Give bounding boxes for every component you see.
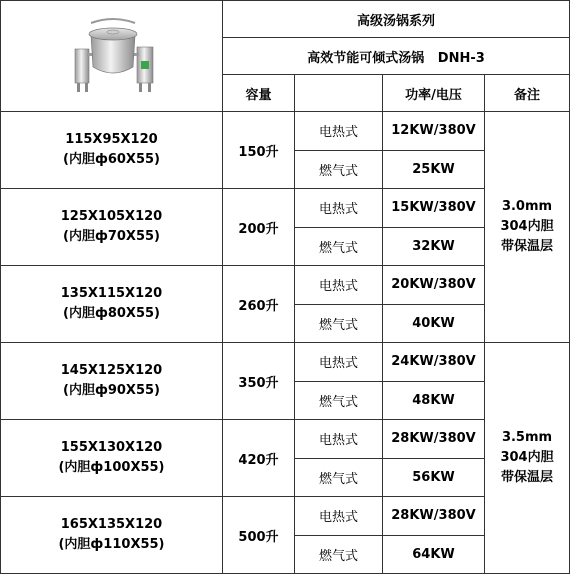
power-gas: 56KW [383, 458, 485, 497]
power-electric: 24KW/380V [383, 343, 485, 382]
size-cell [1, 497, 223, 574]
note-material: 304内胆 [500, 450, 554, 465]
capacity-cell: 200升 [223, 189, 295, 266]
power-gas: 48KW [383, 381, 485, 420]
type-gas: 燃气式 [295, 458, 383, 497]
size-cell [1, 420, 223, 497]
size-cell [1, 112, 223, 189]
type-electric: 电热式 [295, 112, 383, 151]
size-cell [1, 189, 223, 266]
type-electric: 电热式 [295, 497, 383, 536]
capacity-cell: 260升 [223, 266, 295, 343]
power-electric: 12KW/380V [383, 112, 485, 151]
capacity-cell: 350升 [223, 343, 295, 420]
size-cell [1, 343, 223, 420]
model-title: 高效节能可倾式汤锅 DNH-3 [223, 38, 570, 75]
note-layer: 带保温层 [501, 470, 554, 485]
type-electric: 电热式 [295, 266, 383, 305]
power-electric: 15KW/380V [383, 189, 485, 228]
power-electric: 28KW/380V [383, 420, 485, 459]
inner-dimensions: (内胆ф110X55) [58, 537, 165, 552]
type-electric: 电热式 [295, 343, 383, 382]
note-cell [485, 343, 570, 574]
inner-dimensions: (内胆ф60X55) [63, 152, 160, 167]
inner-dimensions: (内胆ф80X55) [63, 306, 160, 321]
note-cell [485, 112, 570, 343]
header-power: 功率/电压 [383, 75, 485, 112]
type-gas: 燃气式 [295, 381, 383, 420]
header-capacity: 容量 [223, 75, 295, 112]
outer-dimensions: 115X95X120 [65, 132, 158, 147]
outer-dimensions: 125X105X120 [60, 209, 163, 224]
outer-dimensions: 145X125X120 [60, 363, 163, 378]
outer-dimensions: 135X115X120 [60, 286, 163, 301]
power-gas: 32KW [383, 227, 485, 266]
type-gas: 燃气式 [295, 150, 383, 189]
type-gas: 燃气式 [295, 227, 383, 266]
note-thickness: 3.0mm [501, 199, 553, 214]
product-image-cell [1, 1, 223, 112]
type-electric: 电热式 [295, 189, 383, 228]
soup-kettle-image [57, 13, 167, 95]
power-electric: 20KW/380V [383, 266, 485, 305]
note-thickness: 3.5mm [501, 430, 553, 445]
capacity-cell: 420升 [223, 420, 295, 497]
type-gas: 燃气式 [295, 304, 383, 343]
note-layer: 带保温层 [501, 239, 554, 254]
capacity-cell: 500升 [223, 497, 295, 574]
inner-dimensions: (内胆ф90X55) [63, 383, 160, 398]
power-gas: 64KW [383, 535, 485, 574]
note-material: 304内胆 [500, 219, 554, 234]
capacity-cell: 150升 [223, 112, 295, 189]
type-electric: 电热式 [295, 420, 383, 459]
inner-dimensions: (内胆ф100X55) [58, 460, 165, 475]
inner-dimensions: (内胆ф70X55) [63, 229, 160, 244]
size-cell [1, 266, 223, 343]
power-gas: 40KW [383, 304, 485, 343]
series-title: 高级汤锅系列 [223, 1, 570, 38]
power-electric: 28KW/380V [383, 497, 485, 536]
power-gas: 25KW [383, 150, 485, 189]
header-type [295, 75, 383, 112]
header-note: 备注 [485, 75, 570, 112]
outer-dimensions: 155X130X120 [60, 440, 163, 455]
type-gas: 燃气式 [295, 535, 383, 574]
outer-dimensions: 165X135X120 [60, 517, 163, 532]
